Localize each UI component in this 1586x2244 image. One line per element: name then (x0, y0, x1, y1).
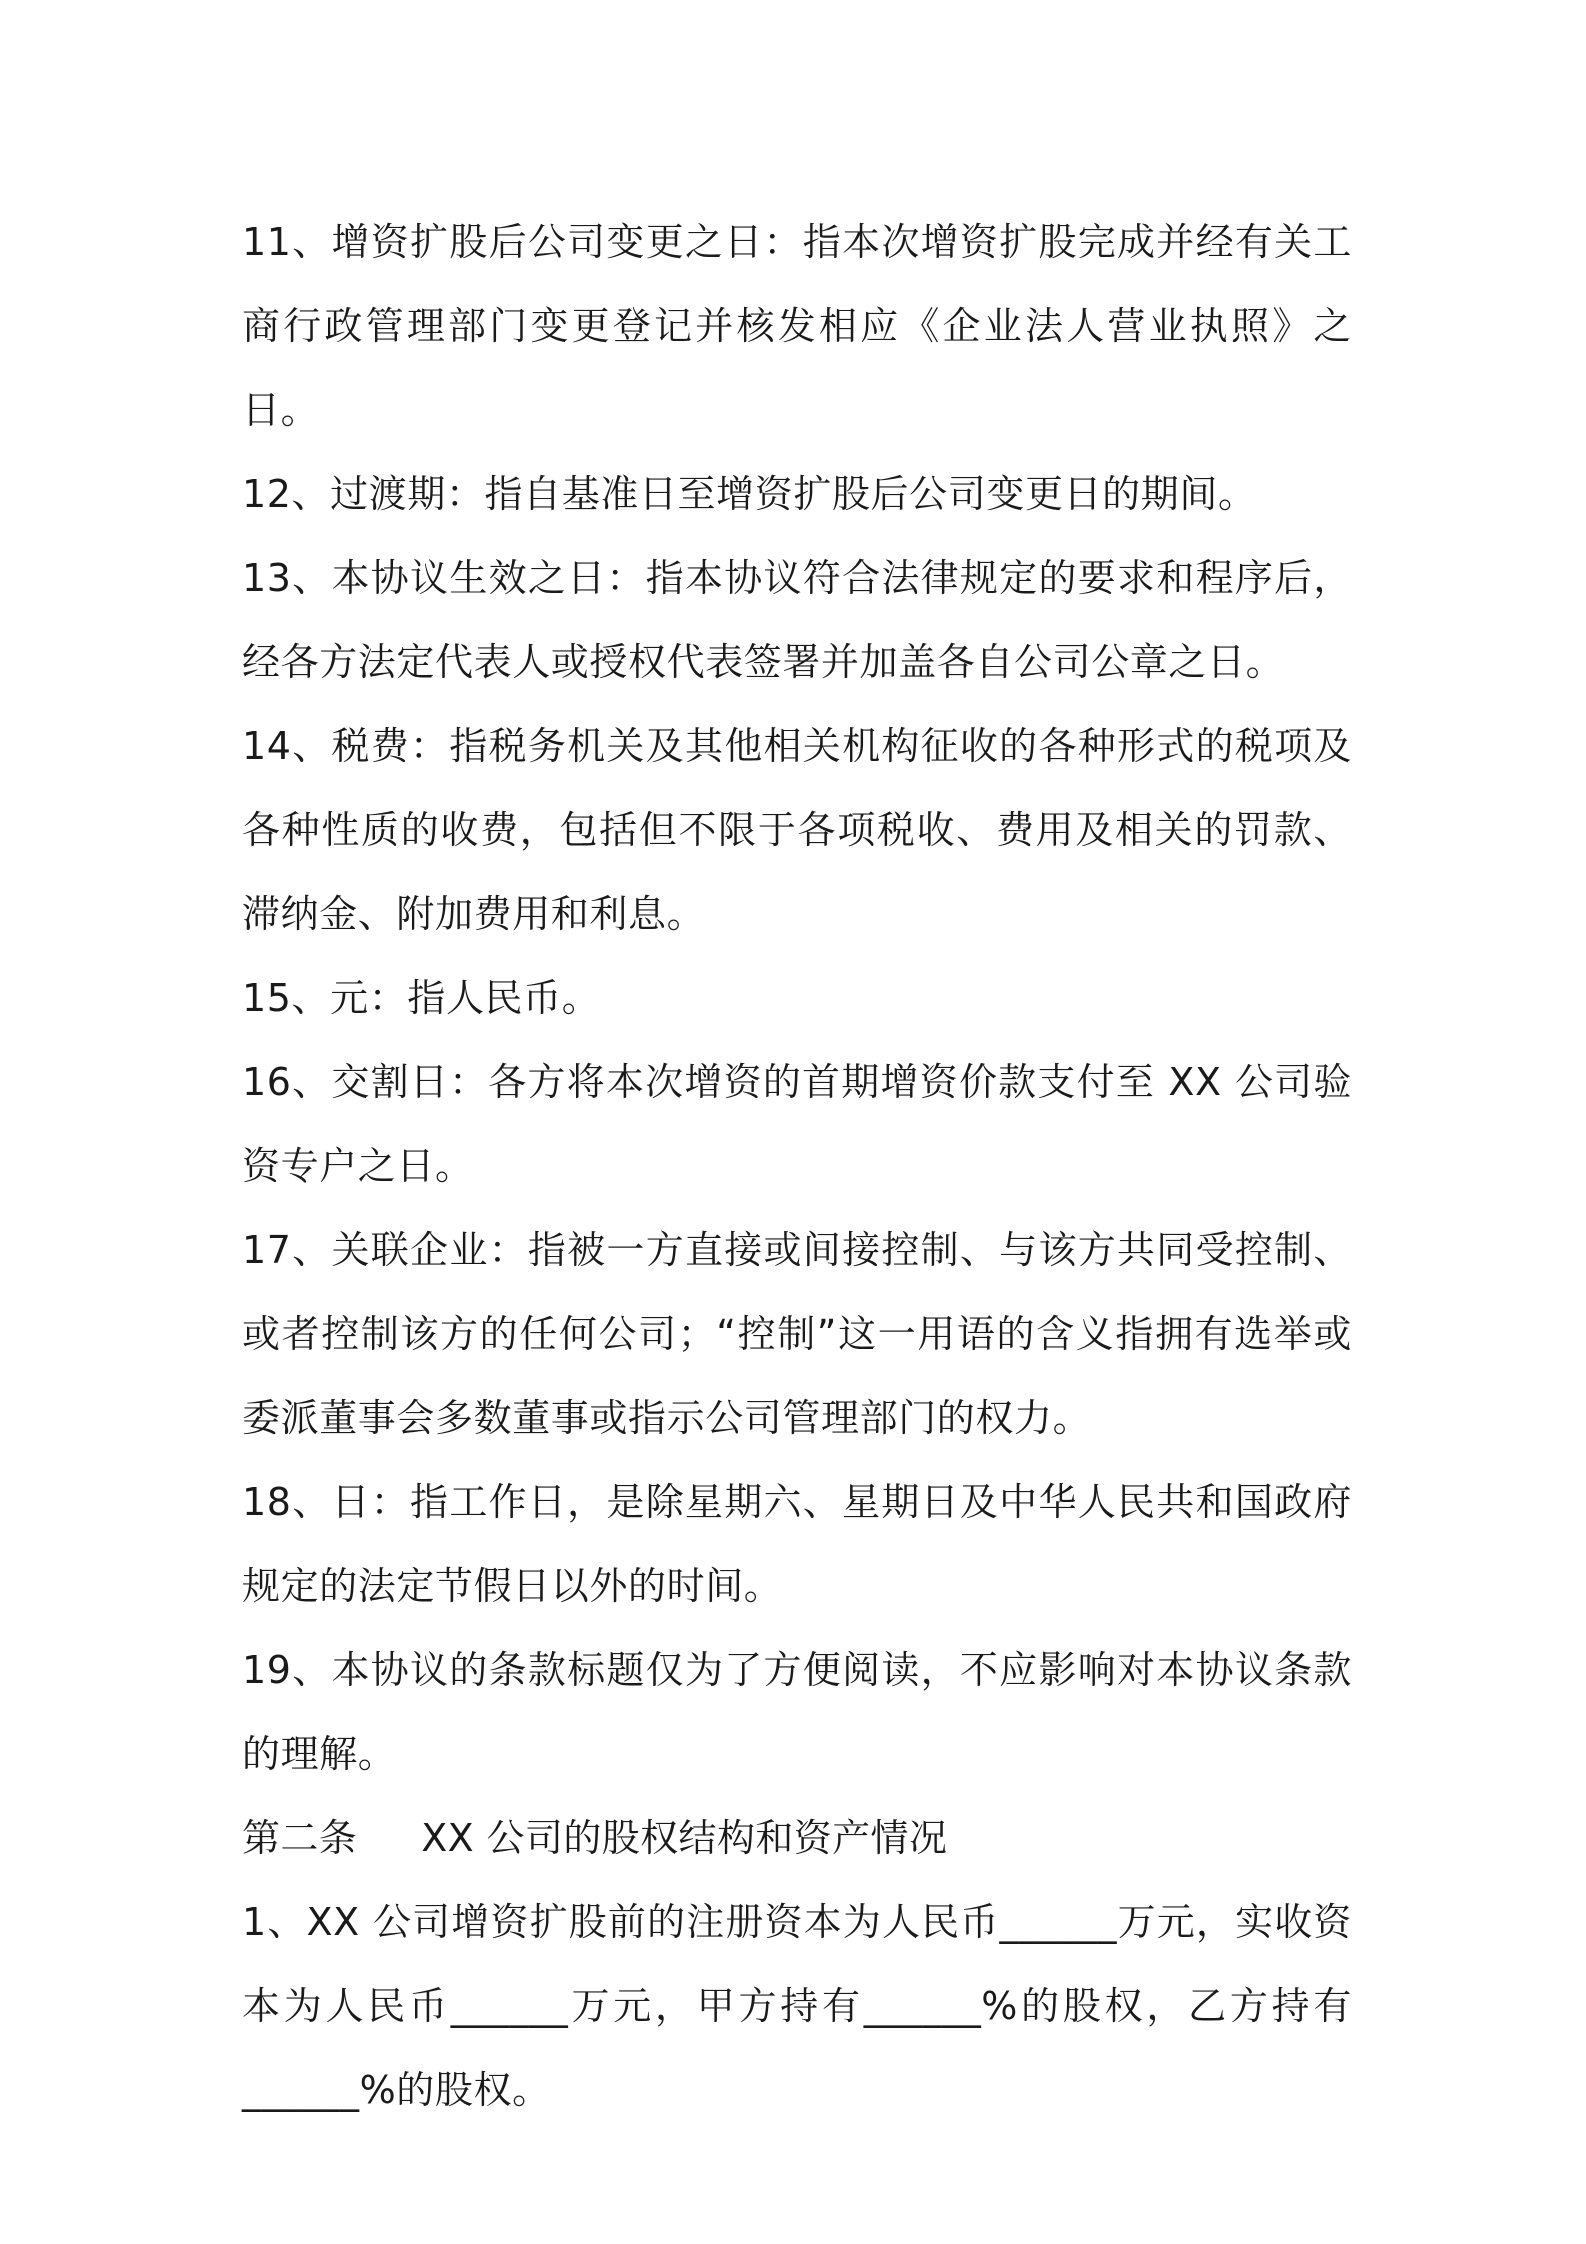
definition-18: 18、日：指工作日，是除星期六、星期日及中华人民共和国政府规定的法定节假日以外的时间。 (242, 1480, 1352, 1608)
document-body (242, 200, 1352, 2132)
definition-16: 16、交割日：各方将本次增资的首期增资价款支付至 XX 公司验资专户之日。 (242, 1060, 1352, 1188)
definition-19: 19、本协议的条款标题仅为了方便阅读，不应影响对本协议条款的理解。 (242, 1648, 1352, 1776)
article-title: XX 公司的股权结构和资产情况 (421, 1816, 948, 1860)
article-clause-1: 1、XX 公司增资扩股前的注册资本为人民币______万元，实收资本为人民币______万元，甲方持有______%的股权，乙方持有______%的股权。 (242, 1900, 1352, 2112)
definition-11: 11、增资扩股后公司变更之日：指本次增资扩股完成并经有关工商行政管理部门变更登记并核发相应《企业法人营业执照》之日。 (242, 220, 1352, 432)
definition-15: 15、元：指人民币。 (242, 976, 601, 1020)
definition-12: 12、过渡期：指自基准日至增资扩股后公司变更日的期间。 (242, 472, 1257, 516)
definition-14: 14、税费：指税务机关及其他相关机构征收的各种形式的税项及各种性质的收费，包括但不限于各项税收、费用及相关的罚款、滞纳金、附加费用和利息。 (242, 724, 1352, 936)
definition-17: 17、关联企业：指被一方直接或间接控制、与该方共同受控制、或者控制该方的任何公司；“控制”这一用语的含义指拥有选举或委派董事会多数董事或指示公司管理部门的权力。 (242, 1228, 1352, 1440)
definition-13: 13、本协议生效之日：指本协议符合法律规定的要求和程序后，经各方法定代表人或授权代表签署并加盖各自公司公章之日。 (242, 556, 1352, 684)
article-heading (242, 1796, 1352, 1880)
article-number: 第二条 (242, 1816, 358, 1860)
